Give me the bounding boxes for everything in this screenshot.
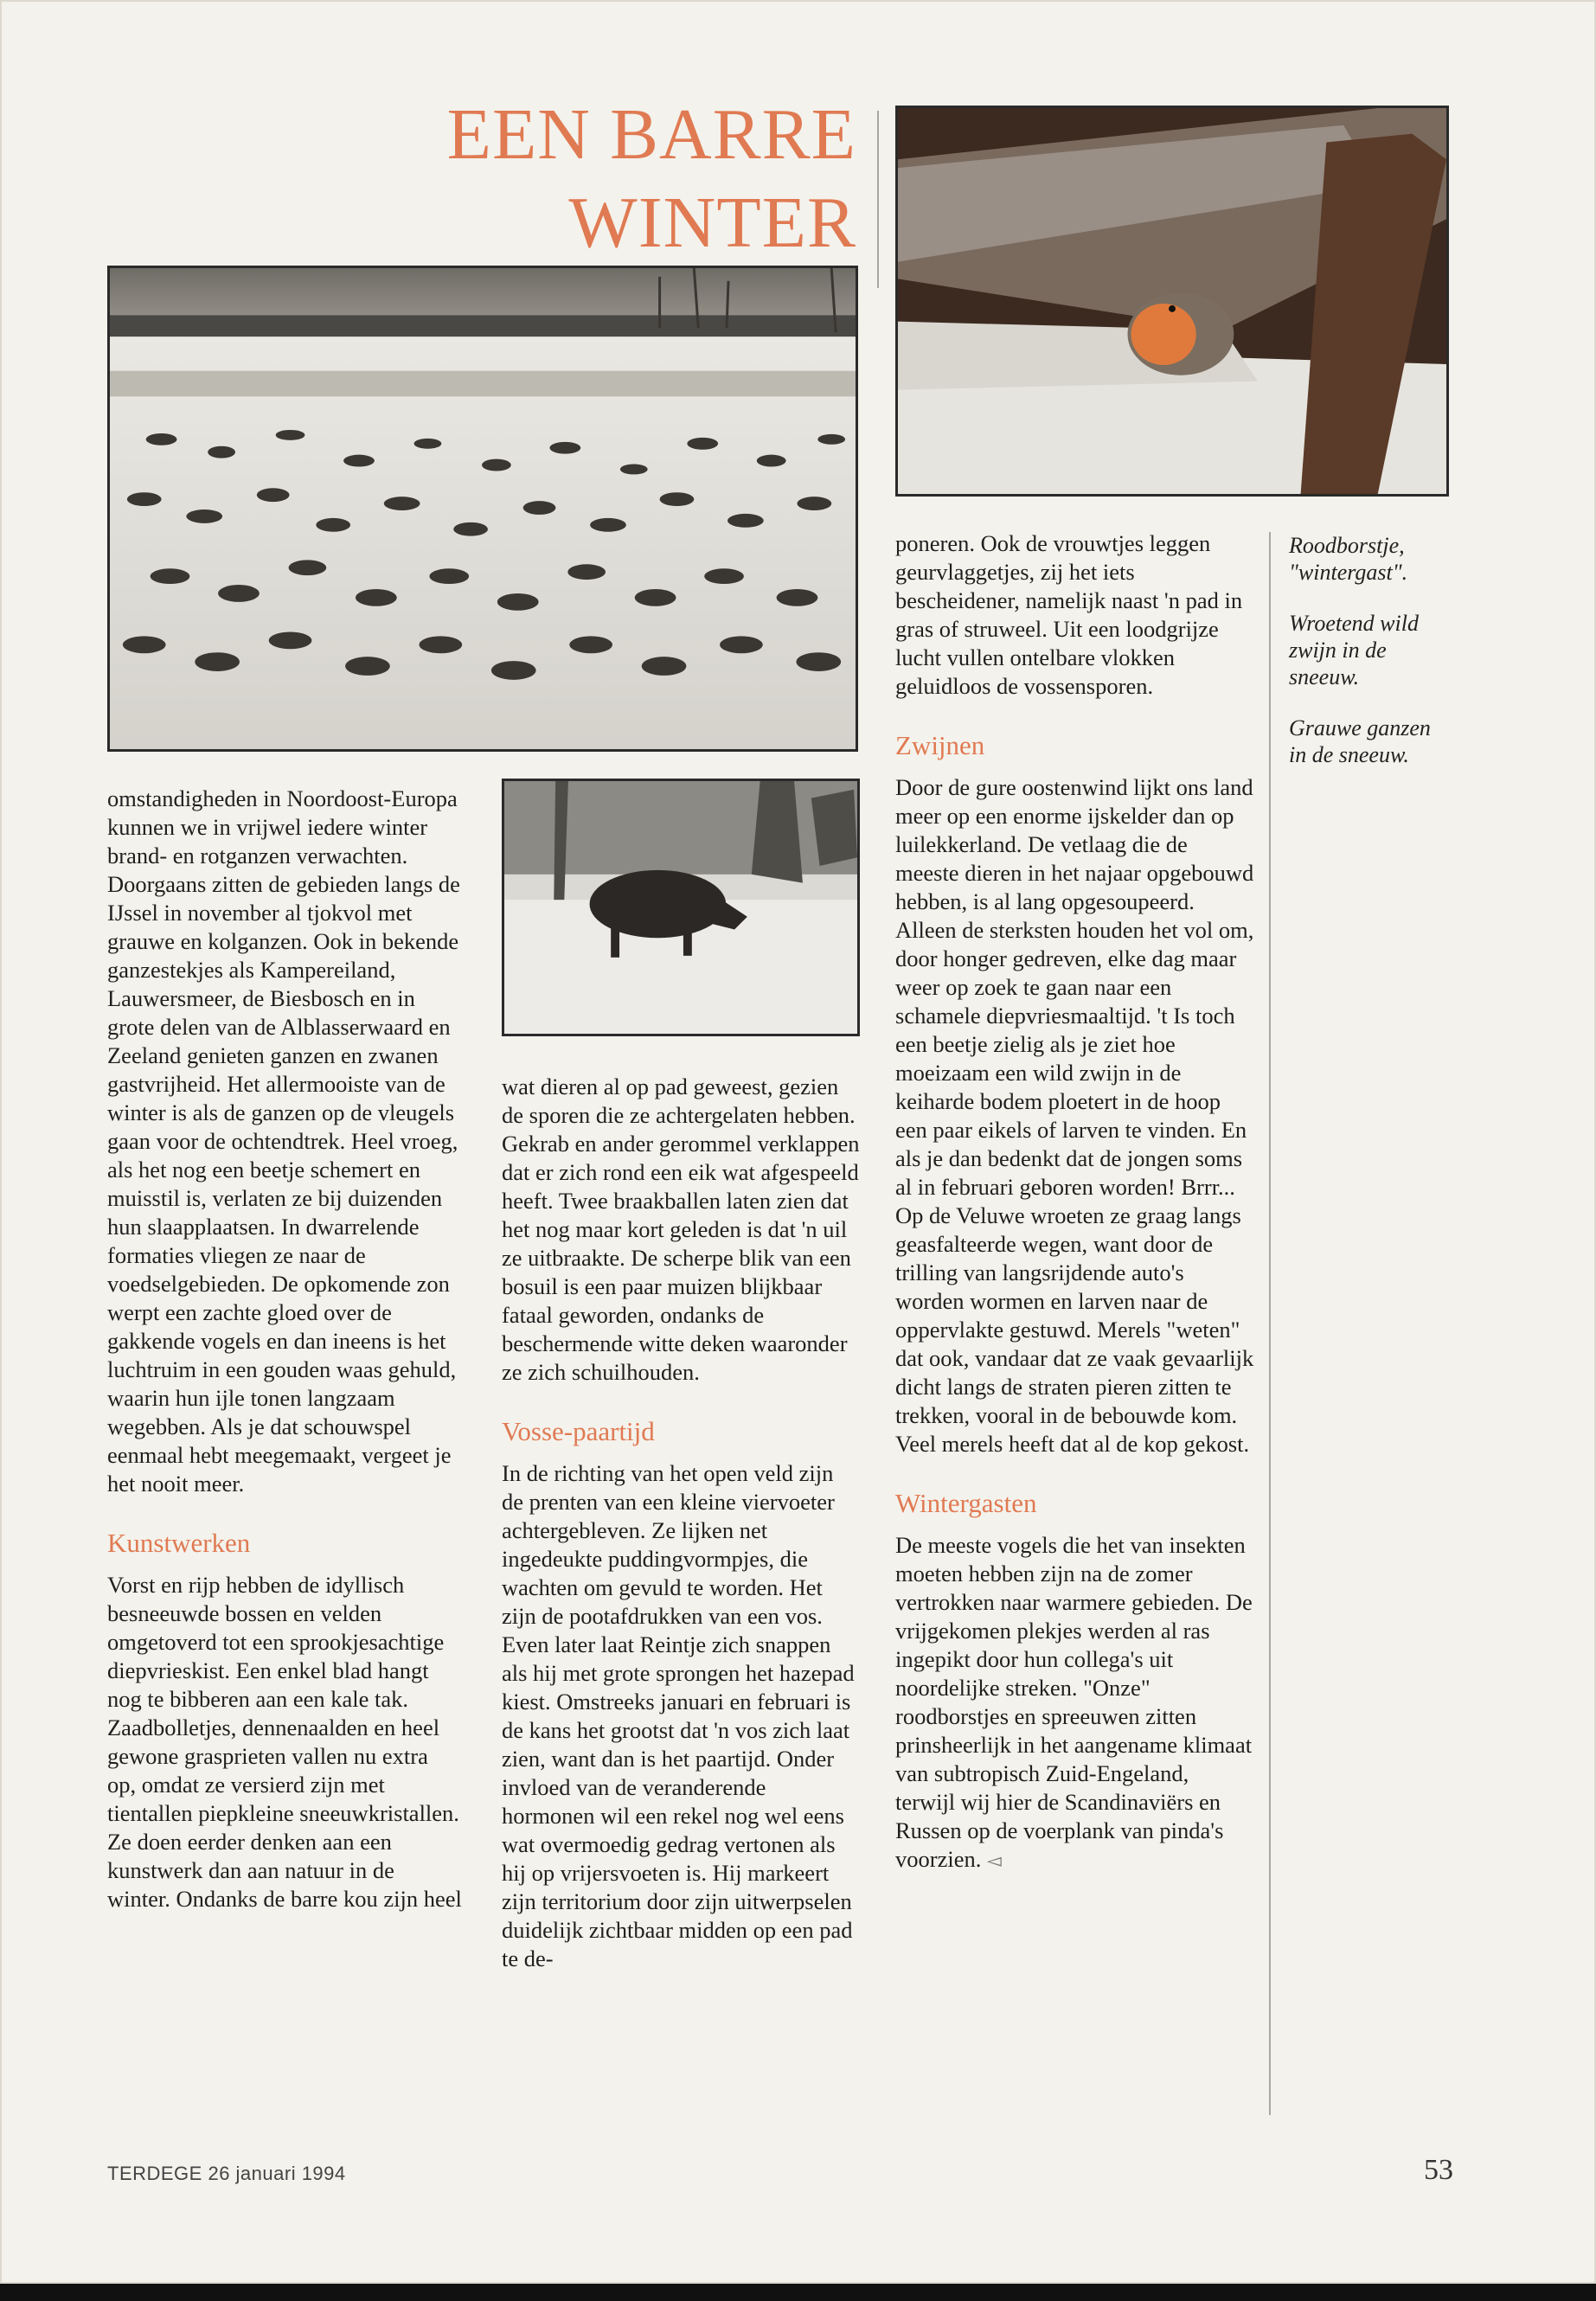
footer-publication: TERDEGE 26 januari 1994 — [107, 2163, 346, 2184]
caption-robin: Roodborstje, "wintergast". — [1289, 533, 1408, 585]
column1-paragraph-2: Vorst en rijp hebben de idyllisch besneeuwde bossen en velden omgetoverd tot een sprookjesachtige diepvrieskist. Een enkel blad hangt nog te bibberen aan een kale tak. Zaadbolletjes, dennenaalden en heel gewone grasprieten vallen nu extra op, omdat ze versierd zijn met tientallen piepkleine sneeuwkristallen. Ze doen eerder denken aan een kunstwerk dan aan natuur in de winter. Ondanks de barre kou zijn heel — [107, 1572, 462, 1912]
column3-paragraph-1: poneren. Ook de vrouwtjes leggen geurvlaggetjes, zij het iets bescheidener, namelijk naast 'n pad in gras of struweel. Uit een loodgrijze lucht vullen ontelbare vlokken geluidloos de vossensporen. — [895, 530, 1243, 699]
heading-vosse-paartijd: Vosse-paartijd — [502, 1416, 655, 1446]
geese-photo-image — [110, 268, 856, 749]
caption-geese: Grauwe ganzen in de sneeuw. — [1289, 715, 1431, 767]
column2-paragraph-1: wat dieren al op pad geweest, gezien de sporen die ze achtergelaten hebben. Gekrab en ander gerommel verklappen dat er zich rond een eik wat afgespeeld heeft. Twee braakballen laten zien dat het nog maar kort geleden is dat 'n uil ze uitbraakte. De scherpe blik van een bosuil is een paar muizen blijkbaar fataal geworden, ondanks de beschermende witte deken waaronder ze zich schuilhouden. — [502, 1074, 860, 1385]
text-column-3 — [895, 529, 1254, 1875]
boar-photo — [502, 779, 860, 1036]
column-rule-captions — [1269, 532, 1271, 2115]
column3-paragraph-3-text: De meeste vogels die het van insekten moeten hebben zijn na de zomer vertrokken naar warmere gebieden. De vrijgekomen plekjes werden al ras ingepikt door hun collega's uit noordelijke streken. "Onze" roodborstjes en spreeuwen zitten prinsheerlijk in het aangename klimaat van subtropisch Zuid-Engeland, terwijl wij hier de Scandinaviërs en Russen op de voerplank van pinda's voorzien. — [895, 1532, 1253, 1872]
headline — [363, 91, 856, 267]
robin-photo — [895, 106, 1449, 497]
text-column-1 — [107, 785, 462, 1913]
headline-line-2: WINTER — [568, 183, 856, 263]
end-of-article-icon: ◅ — [986, 1849, 1002, 1871]
robin-photo-image — [898, 108, 1446, 494]
column2-paragraph-2: In de richting van het open veld zijn de prenten van een kleine viervoeter achtergebleven. Ze lijken net ingedeukte puddingvormpjes, die wachten om gevuld te worden. Het zijn de pootafdrukken van een vos. Even later laat Reintje zich snappen als hij met grote sprongen het hazepad kiest. Omstreeks januari en februari is de kans het grootst dat 'n vos zich laat zien, want dan is het paartijd. Onder invloed van de veranderende hormonen wil een rekel nog wel eens wat overmoedig gedrag vertonen als hij op vrijersvoeten is. Hij markeert zijn territorium door zijn uitwerpselen duidelijk zichtbaar midden op een pad te de- — [502, 1460, 855, 1971]
column3-paragraph-2: Door de gure oostenwind lijkt ons land meer op een enorme ijskelder dan op luilekkerland. De vetlaag die de meeste dieren in het najaar opgebouwd hebben, is al lang opgesoupeerd. Alleen de sterksten houden het vol om, door honger gedreven, elke dag maar weer op zoek te gaan naar een schamele diepvriesmaaltijd. 't Is toch een beetje zielig als je ziet hoe moeizaam een wild zwijn in de keiharde bodem ploetert in de hoop een paar eikels of larven te vinden. En als je dan bedenkt dat de jongen soms al in februari geboren worden! Brrr... Op de Veluwe wroeten ze graag langs geasfalteerde wegen, want door de trilling van langsrijdende auto's worden wormen en larven naar de oppervlakte gestuwd. Merels "weten" dat ook, vandaar dat ze vaak gevaarlijk dicht langs de straten pieren zitten te trekken, vooral in de bebouwde kom. Veel merels heeft dat al de kop gekost. — [895, 774, 1254, 1457]
column-rule-top — [877, 111, 879, 288]
column3-paragraph-3 — [895, 1531, 1254, 1875]
photo-captions — [1289, 532, 1453, 792]
column1-paragraph-1: omstandigheden in Noordoost-Europa kunnen we in vrijwel iedere winter brand- en rotganzen verwachten. Doorgaans zitten de gebieden langs de IJssel in november al tjokvol met grauwe en kolganzen. Ook in bekende ganzestekjes als Kampereiland, Lauwersmeer, de Biesbosch en in grote delen van de Alblasserwaard en Zeeland genieten ganzen en zwanen gastvrijheid. Het allermooiste van de winter is als de ganzen op de vleugels gaan voor de ochtendtrek. Heel vroeg, als het nog een beetje schemert en muisstil is, verlaten ze bij duizenden hun slaapplaatsen. In dwarrelende formaties vliegen ze naar de voedselgebieden. De opkomende zon werpt een zachte gloed over de gakkende vogels en dan ineens is het luchtruim in een gouden waas gehuld, waarin hun ijle tonen langzaam wegebben. Als je dat schouwspel eenmaal hebt meegemaakt, vergeet je het nooit meer. — [107, 785, 460, 1497]
page-number: 53 — [1424, 2154, 1453, 2186]
heading-kunstwerken: Kunstwerken — [107, 1528, 251, 1558]
caption-boar: Wroetend wild zwijn in de sneeuw. — [1289, 611, 1419, 689]
boar-photo-image — [504, 781, 857, 1034]
text-column-2 — [502, 1073, 860, 1973]
geese-photo — [107, 266, 858, 752]
headline-line-1: EEN BARRE — [446, 94, 856, 175]
heading-wintergasten: Wintergasten — [895, 1488, 1037, 1518]
heading-zwijnen: Zwijnen — [895, 730, 985, 760]
